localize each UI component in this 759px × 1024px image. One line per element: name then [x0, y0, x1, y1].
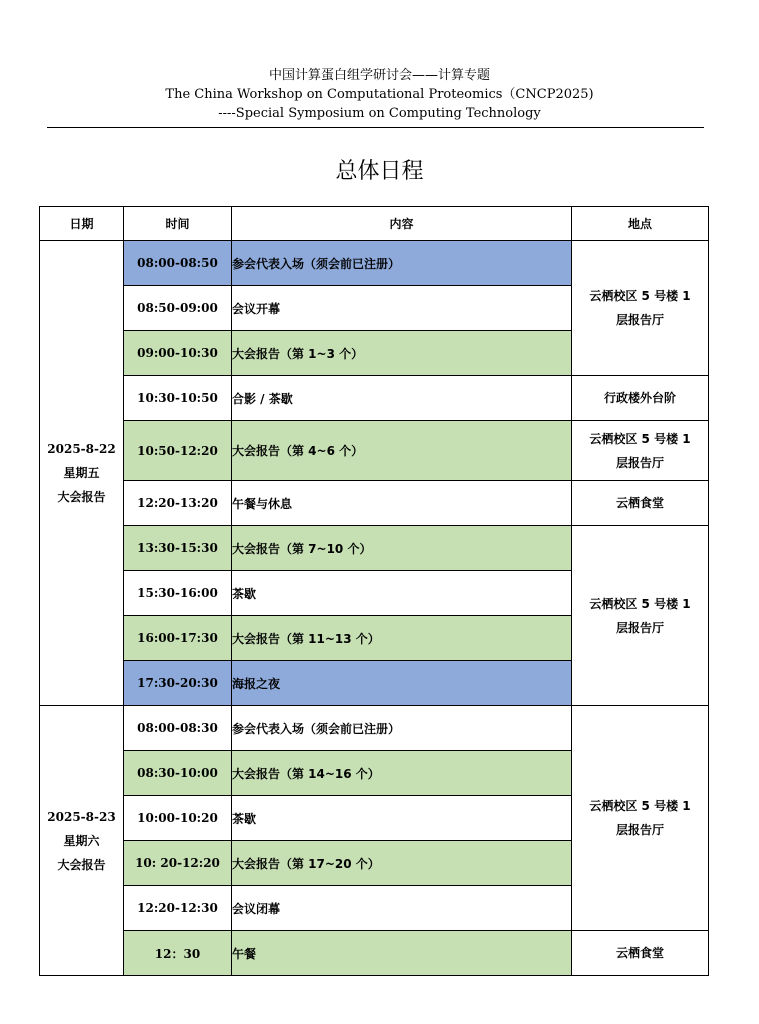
content-cell: 午餐: [232, 931, 572, 976]
table-row: [40, 706, 709, 751]
table-row: [40, 241, 709, 286]
table-row: [40, 376, 709, 421]
time-cell: 12:20-13:20: [124, 481, 232, 526]
header-subtitle: ----Special Symposium on Computing Technology: [218, 106, 541, 121]
venue-cell: 云栖校区 5 号楼 1 层报告厅: [572, 241, 709, 376]
time-cell: 10:00-10:20: [124, 796, 232, 841]
session-day2: 大会报告: [57, 857, 106, 872]
content-cell: 大会报告（第 17~20 个）: [232, 841, 572, 886]
time-cell: 10:50-12:20: [124, 421, 232, 481]
header-time: 时间: [124, 207, 232, 241]
weekday-day2: 星期六: [63, 833, 100, 848]
content-cell: 会议开幕: [232, 286, 572, 331]
time-cell: 13:30-15:30: [124, 526, 232, 571]
table-row: [40, 421, 709, 481]
content-cell: 参会代表入场（须会前已注册）: [232, 241, 572, 286]
date-day2: 2025-8-23: [47, 809, 116, 824]
time-cell: 09:00-10:30: [124, 331, 232, 376]
content-cell: 大会报告（第 7~10 个）: [232, 526, 572, 571]
table-row: [40, 526, 709, 571]
header-english-title: The China Workshop on Computational Proteomics（CNCP2025): [165, 87, 594, 102]
content-cell: 会议闭幕: [232, 886, 572, 931]
time-cell: 15:30-16:00: [124, 571, 232, 616]
content-cell: 大会报告（第 1~3 个）: [232, 331, 572, 376]
content-cell: 午餐与休息: [232, 481, 572, 526]
time-cell: 10:30-10:50: [124, 376, 232, 421]
content-cell: 大会报告（第 11~13 个）: [232, 616, 572, 661]
time-cell: 10: 20-12:20: [124, 841, 232, 886]
venue-cell: 云栖食堂: [572, 931, 709, 976]
time-cell: 08:50-09:00: [124, 286, 232, 331]
content-cell: 合影 / 茶歇: [232, 376, 572, 421]
time-cell: 16:00-17:30: [124, 616, 232, 661]
date-day1: 2025-8-22: [47, 442, 116, 456]
header-venue: 地点: [572, 207, 709, 241]
table-row: [40, 931, 709, 976]
content-cell: 茶歇: [232, 571, 572, 616]
document-header: [0, 66, 759, 123]
date-cell-day1: [40, 241, 124, 706]
time-cell: 08:00-08:50: [124, 241, 232, 286]
venue-cell: 云栖校区 5 号楼 1 层报告厅: [572, 706, 709, 931]
venue-cell: 云栖食堂: [572, 481, 709, 526]
time-cell: 12：30: [124, 931, 232, 976]
time-cell: 08:30-10:00: [124, 751, 232, 796]
venue-cell: 云栖校区 5 号楼 1 层报告厅: [572, 421, 709, 481]
weekday-day1: 星期五: [63, 466, 100, 480]
table-row: [40, 481, 709, 526]
content-cell: 茶歇: [232, 796, 572, 841]
session-day1: 大会报告: [57, 490, 106, 504]
header-content: 内容: [232, 207, 572, 241]
time-cell: 08:00-08:30: [124, 706, 232, 751]
schedule-table: [39, 206, 709, 976]
header-divider: [47, 127, 704, 128]
content-cell: 参会代表入场（须会前已注册）: [232, 706, 572, 751]
header-chinese-title: 中国计算蛋白组学研讨会——计算专题: [268, 68, 490, 83]
venue-cell: 行政楼外台阶: [572, 376, 709, 421]
date-cell-day2: [40, 706, 124, 976]
time-cell: 12:20-12:30: [124, 886, 232, 931]
content-cell: 海报之夜: [232, 661, 572, 706]
content-cell: 大会报告（第 4~6 个）: [232, 421, 572, 481]
content-cell: 大会报告（第 14~16 个）: [232, 751, 572, 796]
time-cell: 17:30-20:30: [124, 661, 232, 706]
table-header-row: [40, 207, 709, 241]
header-date: 日期: [40, 207, 124, 241]
venue-cell: 云栖校区 5 号楼 1 层报告厅: [572, 526, 709, 706]
page-title: 总体日程: [335, 159, 424, 184]
